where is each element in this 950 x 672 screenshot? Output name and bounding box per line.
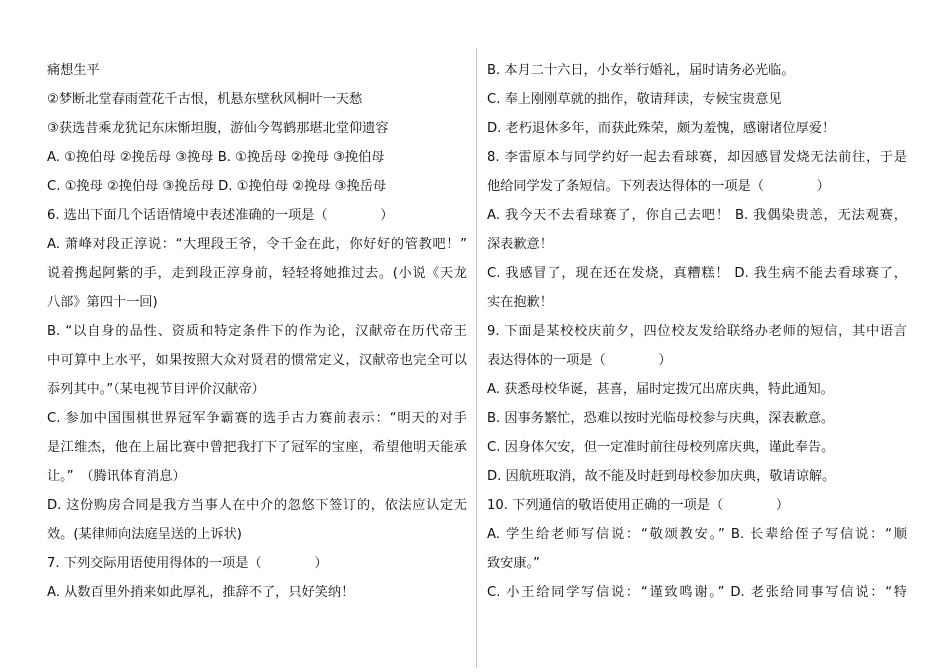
text-line: D. 老朽退休多年，而获此殊荣，颇为羞愧，感谢诸位厚爱！ [487, 121, 836, 136]
text-line: 让。” （腾讯体育消息） [47, 469, 186, 484]
text-line: D. 这份购房合同是我方当事人在中介的忽悠下签订的，依法应认定无 [47, 498, 467, 513]
text-line: ②梦断北堂春雨萱花千古恨，机悬东壁秋风桐叶一天愁 [47, 92, 363, 107]
text-line: C. 参加中国围棋世界冠军争霸赛的选手古力赛前表示：“明天的对手 [47, 411, 467, 426]
text-line: 8. 李雷原本与同学约好一起去看球赛，却因感冒发烧无法前往，于是 [487, 150, 907, 165]
text-line: 效。(某律师向法庭呈送的上诉状) [47, 527, 242, 542]
column-divider [476, 48, 477, 668]
text-line: 表达得体的一项是（ ） [487, 353, 672, 368]
text-line: B. “以自身的品性、资质和特定条件下的作为论，汉献帝在历代帝王 [47, 324, 467, 339]
text-line: 中可算中上水平，如果按照大众对贤君的惯常定义，汉献帝也完全可以 [47, 353, 467, 368]
text-line: B. 本月二十六日，小女举行婚礼，届时请务必光临。 [487, 63, 795, 78]
text-line: 是江维杰，他在上届比赛中曾把我打下了冠军的宝座，希望他明天能承 [47, 440, 467, 455]
text-line: A. 我今天不去看球赛了，你自己去吧！ B. 我偶染贵恙，无法观赛， [487, 208, 907, 223]
text-line: 说着携起阿紫的手，走到段正淳身前，轻轻将她推过去。(小说《天龙 [47, 266, 467, 281]
text-line: 9. 下面是某校校庆前夕，四位校友发给联络办老师的短信，其中语言 [487, 324, 907, 339]
text-line: B. 因事务繁忙，恐难以按时光临母校参与庆典，深表歉意。 [487, 411, 835, 426]
text-line: 痛想生平 [47, 63, 100, 78]
text-line: 八部》第四十一回) [47, 295, 158, 310]
text-line: C. 小王给同学写信说：“谨致鸣谢。” D. 老张给同事写信说：“特 [487, 585, 907, 600]
text-line: C. 奉上刚刚草就的拙作，敬请拜读，专候宝贵意见 [487, 92, 782, 107]
text-line: ③获选昔乘龙犹记东床惭坦腹，游仙今驾鹤那堪北堂仰遗容 [47, 121, 389, 136]
text-line: 深表歉意！ [487, 237, 553, 252]
text-line: A. 学生给老师写信说：“敬颂教安。” B. 长辈给侄子写信说：“顺 [487, 527, 907, 542]
left-column [47, 56, 467, 607]
text-line: 6. 选出下面几个话语情境中表述准确的一项是（ ） [47, 208, 394, 223]
text-line: 致安康。” [487, 556, 540, 571]
text-line: D. 因航班取消，故不能及时赶到母校参加庆典，敬请谅解。 [487, 469, 836, 484]
text-line: 他给同学发了条短信。下列表达得体的一项是（ ） [487, 179, 830, 194]
text-line: 忝列其中。”（某电视节目评价汉献帝） [47, 382, 265, 397]
text-line: 7. 下列交际用语使用得体的一项是（ ） [47, 556, 328, 571]
text-line: A. 从数百里外捎来如此厚礼，推辞不了，只好笑纳！ [47, 585, 355, 600]
text-line: 实在抱歉！ [487, 295, 553, 310]
text-line: A. 获悉母校华诞，甚喜，届时定拨冗出席庆典，特此通知。 [487, 382, 834, 397]
text-line: 10. 下列通信的敬语使用正确的一项是（ ） [487, 498, 790, 513]
text-line: C. 我感冒了，现在还在发烧，真糟糕！ D. 我生病不能去看球赛了， [487, 266, 907, 281]
text-line: C. 因身体欠安，但一定准时前往母校列席庆典，谨此奉告。 [487, 440, 835, 455]
right-column [487, 56, 907, 607]
text-line: C. ①挽母 ②挽伯母 ③挽岳母 D. ①挽伯母 ②挽母 ③挽岳母 [47, 179, 387, 194]
text-line: A. ①挽伯母 ②挽岳母 ③挽母 B. ①挽岳母 ②挽母 ③挽伯母 [47, 150, 385, 165]
text-line: A. 萧峰对段正淳说：“大理段王爷，令千金在此，你好好的管教吧！” [47, 237, 467, 252]
